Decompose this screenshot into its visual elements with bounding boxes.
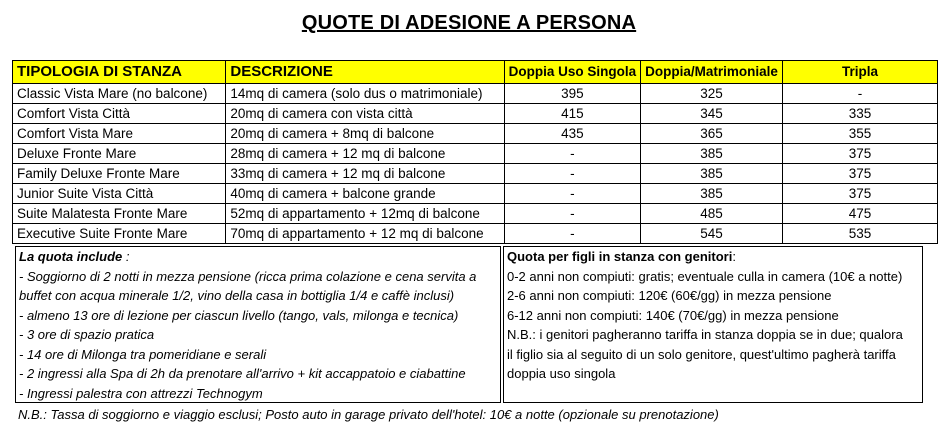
children-note-line: il figlio sia al seguito di un solo genitore, quest'ultimo pagherà tariffa [507, 346, 896, 362]
room-type-cell: Family Deluxe Fronte Mare [13, 164, 226, 184]
price-dus-cell: - [504, 144, 641, 164]
price-dus-cell: - [504, 164, 641, 184]
children-rate-item: 2-6 anni non compiuti: 120€ (60€/gg) in mezza pensione [507, 288, 832, 303]
header-double-single-use: Doppia Uso Singola [504, 61, 641, 84]
rates-table [12, 60, 938, 244]
price-triple-cell: 535 [782, 224, 937, 244]
price-double-cell: 545 [641, 224, 783, 244]
description-cell: 28mq di camera + 12 mq di balcone [226, 144, 504, 164]
description-cell: 52mq di appartamento + 12mq di balcone [226, 204, 504, 224]
price-triple-cell: 375 [782, 184, 937, 204]
price-double-cell: 365 [641, 124, 783, 144]
price-triple-cell: 475 [782, 204, 937, 224]
room-type-cell: Classic Vista Mare (no balcone) [13, 84, 226, 104]
table-row [13, 144, 938, 164]
room-type-cell: Comfort Vista Città [13, 104, 226, 124]
table-row [13, 184, 938, 204]
description-cell: 20mq di camera + 8mq di balcone [226, 124, 504, 144]
price-dus-cell: 435 [504, 124, 641, 144]
price-dus-cell: - [504, 224, 641, 244]
description-cell: 33mq di camera + 12 mq di balcone [226, 164, 504, 184]
table-row [13, 104, 938, 124]
price-dus-cell: 415 [504, 104, 641, 124]
included-heading-suffix: : [122, 249, 130, 264]
price-triple-cell: 375 [782, 164, 937, 184]
children-rate-item: 6-12 anni non compiuti: 140€ (70€/gg) in mezza pensione [507, 307, 839, 323]
header-room-type: TIPOLOGIA DI STANZA [13, 61, 226, 84]
room-type-cell: Junior Suite Vista Città [13, 184, 226, 204]
table-row [13, 204, 938, 224]
included-services-box [15, 246, 501, 403]
children-rate-item: 0-2 anni non compiuti: gratis; eventuale culla in camera (10€ a notte) [507, 268, 903, 284]
children-heading: Quota per figli in stanza con genitori [507, 249, 733, 264]
table-row [13, 124, 938, 144]
footnote: N.B.: Tassa di soggiorno e viaggio esclusi; Posto auto in garage privato dell'hotel: 10€ a notte (opzionale su prenotazione) [18, 407, 719, 422]
price-double-cell: 485 [641, 204, 783, 224]
children-heading-line [507, 247, 922, 267]
included-heading-line [19, 247, 500, 267]
table-row [13, 224, 938, 244]
included-item: - 2 ingressi alla Spa di 2h da prenotare all'arrivo + kit accappatoio e ciabattine [19, 366, 466, 381]
price-triple-cell: 335 [782, 104, 937, 124]
page-title: QUOTE DI ADESIONE A PERSONA [301, 12, 637, 34]
price-double-cell: 385 [641, 184, 783, 204]
included-item: - Soggiorno di 2 notti in mezza pensione (ricca prima colazione e cena servita a [19, 268, 477, 284]
included-item: - Ingressi palestra con attrezzi Technogym [19, 385, 263, 401]
children-heading-suffix: : [732, 249, 736, 264]
included-item: buffet con acqua minerale 1/2, vino della casa in bottiglia 1/4 e caffè inclusi) [19, 288, 455, 303]
description-cell: 14mq di camera (solo dus o matrimoniale) [226, 84, 504, 104]
price-dus-cell: 395 [504, 84, 641, 104]
price-double-cell: 385 [641, 144, 783, 164]
price-dus-cell: - [504, 204, 641, 224]
children-note-line: doppia uso singola [507, 366, 616, 381]
table-header-row [13, 61, 938, 84]
header-double-matrimonial: Doppia/Matrimoniale [641, 61, 783, 84]
description-cell: 20mq di camera con vista città [226, 104, 504, 124]
price-double-cell: 385 [641, 164, 783, 184]
included-item: - almeno 13 ore di lezione per ciascun livello (tango, vals, milonga e tecnica) [19, 307, 459, 323]
price-double-cell: 345 [641, 104, 783, 124]
room-type-cell: Comfort Vista Mare [13, 124, 226, 144]
room-type-cell: Executive Suite Fronte Mare [13, 224, 226, 244]
children-note-line: N.B.: i genitori pagheranno tariffa in stanza doppia se in due; qualora [507, 327, 903, 342]
price-triple-cell: - [782, 84, 937, 104]
price-triple-cell: 375 [782, 144, 937, 164]
included-heading: La quota include [19, 249, 123, 264]
included-item: - 14 ore di Milonga tra pomeridiane e serali [19, 346, 267, 362]
price-dus-cell: - [504, 184, 641, 204]
table-row [13, 84, 938, 104]
included-item: - 3 ore di spazio pratica [19, 327, 155, 342]
header-triple: Tripla [782, 61, 937, 84]
children-rates-box [503, 246, 923, 403]
room-type-cell: Suite Malatesta Fronte Mare [13, 204, 226, 224]
room-type-cell: Deluxe Fronte Mare [13, 144, 226, 164]
table-row [13, 164, 938, 184]
header-description: DESCRIZIONE [226, 61, 504, 84]
price-double-cell: 325 [641, 84, 783, 104]
description-cell: 40mq di camera + balcone grande [226, 184, 504, 204]
price-triple-cell: 355 [782, 124, 937, 144]
description-cell: 70mq di appartamento + 12 mq di balcone [226, 224, 504, 244]
